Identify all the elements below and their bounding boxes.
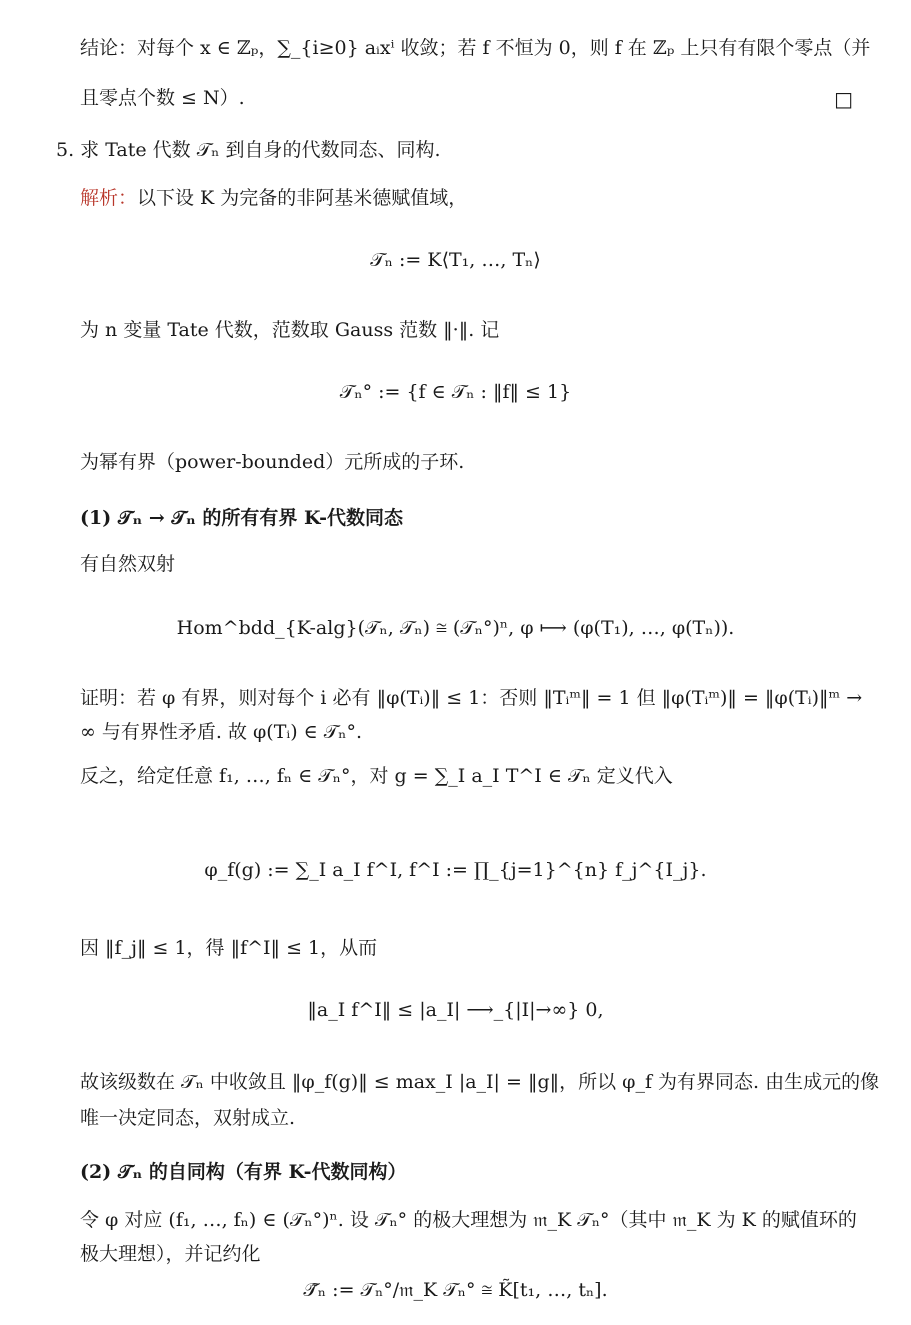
- proof-line-2: ∞ 与有界性矛盾. 故 φ(Tᵢ) ∈ 𝒯ₙ°.: [80, 721, 363, 743]
- norm-bound-line: 因 ‖f_j‖ ≤ 1，得 ‖f^I‖ ≤ 1，从而: [80, 937, 378, 959]
- conclusion-line-1: 结论：对每个 x ∈ ℤₚ，∑_{i≥0} aᵢxⁱ 收敛；若 f 不恒为 0，则 f 在 ℤₚ 上只有有限个零点（并: [80, 37, 871, 59]
- natural-bijection-line: 有自然双射: [80, 553, 176, 575]
- equation-hom-bijection: Hom^bdd_{K-alg}(𝒯ₙ, 𝒯ₙ) ≅ (𝒯ₙ°)ⁿ, φ ⟼ (φ(T₁), …, φ(Tₙ)).: [176, 617, 735, 639]
- proof-line-1: 证明：若 φ 有界，则对每个 i 必有 ‖φ(Tᵢ)‖ ≤ 1：否则 ‖Tᵢᵐ‖ = 1 但 ‖φ(Tᵢᵐ)‖ = ‖φ(Tᵢ)‖ᵐ →: [80, 687, 863, 709]
- equation-reduction: 𝒯̃ₙ := 𝒯ₙ°/𝔪_K 𝒯ₙ° ≅ K̃[t₁, …, tₙ].: [303, 1279, 608, 1301]
- maximal-ideal-line-1: 令 φ 对应 (f₁, …, fₙ) ∈ (𝒯ₙ°)ⁿ. 设 𝒯ₙ° 的极大理想为 𝔪_K 𝒯ₙ°（其中 𝔪_K 为 K 的赋值环的: [80, 1209, 857, 1231]
- equation-substitution: φ_f(g) := ∑_I a_I f^I, f^I := ∏_{j=1}^{n} f_j^{I_j}.: [204, 859, 707, 881]
- conclusion-line-2: 且零点个数 ≤ N）.: [80, 87, 245, 109]
- equation-tate-algebra: 𝒯ₙ := K⟨T₁, …, Tₙ⟩: [370, 249, 541, 271]
- solution-intro: [80, 184, 863, 213]
- equation-power-bounded: 𝒯ₙ° := {f ∈ 𝒯ₙ : ‖f‖ ≤ 1}: [339, 381, 572, 403]
- problem-5-statement: 5. 求 Tate 代数 𝒯ₙ 到自身的代数同态、同构.: [56, 139, 441, 161]
- qed-symbol: □: [834, 87, 853, 111]
- converse-line: 反之，给定任意 f₁, …, fₙ ∈ 𝒯ₙ°，对 g = ∑_I a_I T^I ∈ 𝒯ₙ 定义代入: [80, 765, 673, 787]
- part-1-heading: (1) 𝒯ₙ → 𝒯ₙ 的所有有界 K-代数同态: [80, 507, 404, 529]
- maximal-ideal-line-2: 极大理想），并记约化: [80, 1243, 261, 1265]
- solution-intro-text: 以下设 K 为完备的非阿基米德赋值域，: [137, 187, 468, 209]
- power-bounded-line: 为幂有界（power-bounded）元所成的子环.: [80, 451, 465, 473]
- part-2-heading: (2) 𝒯ₙ 的自同构（有界 K-代数同构）: [80, 1161, 407, 1183]
- convergence-line-1: 故该级数在 𝒯ₙ 中收敛且 ‖φ_f(g)‖ ≤ max_I |a_I| = ‖g‖，所以 φ_f 为有界同态. 由生成元的像: [80, 1071, 880, 1093]
- gauss-norm-line: 为 n 变量 Tate 代数，范数取 Gauss 范数 ‖·‖. 记: [80, 319, 500, 341]
- solution-label: 解析：: [80, 187, 138, 209]
- convergence-line-2: 唯一决定同态，双射成立.: [80, 1107, 296, 1129]
- equation-convergence: ‖a_I f^I‖ ≤ |a_I| ⟶_{|I|→∞} 0,: [307, 999, 604, 1021]
